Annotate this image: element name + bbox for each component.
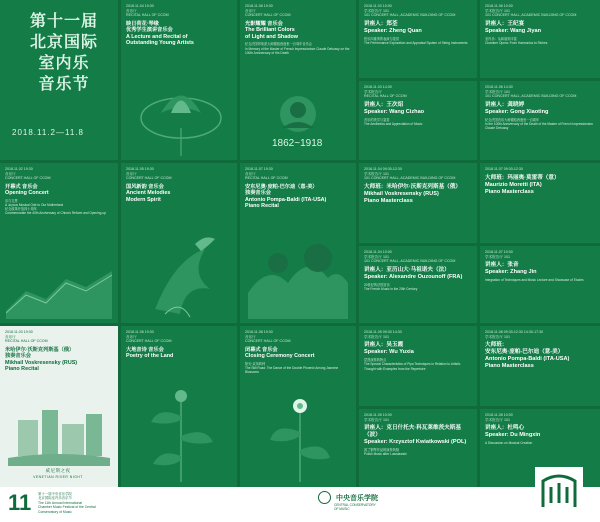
event-title-en: Mikhail Voskresensky (RUS) Piano Recital [5,359,78,373]
speaker-name: 讲座人：吴玉霞 Speaker: Wu Yuxia [364,342,414,356]
speaker-name: 讲座人：克日什托夫·科瓦莱维茨夫斯基（波） Speaker: Krzysztof Kwiatkowski (POL) [364,425,467,446]
lecture-card-gong-xiaoting [480,81,600,160]
event-meta: 2018.11.05 10:00 学术报告厅 101 [364,413,392,422]
festival-title-line-2: 北京国际 [29,34,98,51]
masterclass-card-voskresensky [359,163,477,243]
plant-illustration [139,386,223,482]
speaker-name: 讲座人：龚晓婷 Speaker: Gong Xiaoting [485,101,549,115]
masterclass-card-moretti [480,163,600,243]
event-meta: 2018.11.08 19:30 音乐厅 CONCERT HALL OF CCOM [245,4,291,18]
event-meta: 2018.11.03 14:30 学术报告厅 RECITAL HALL OF CCOM [364,85,407,99]
speaker-name: 讲座人：王次炤 Speaker: Wang Cizhao [364,101,425,115]
festival-logo-icon [535,467,583,515]
event-meta: 2018.11.08 10:00 学术报告厅 101 [485,413,513,422]
event-card-light-shadow [240,0,356,160]
event-meta: 2018.11.05 09:30 14:30 学术报告厅 101 [364,330,402,339]
lecture-topic: Integration of Techniques and Music Lecture and Showcase of Etudes [485,278,584,283]
event-meta: 2018.11.02 19:30 音乐厅 CONCERT HALL OF CCOM [5,167,51,181]
event-title-cn: 闭幕式 音乐会 [245,346,278,353]
event-meta: 2018.11.06 10:00 学术报告厅 101 101 CONCERT HALL, ACADEMIC BUILDING OF CCOM [485,4,577,18]
speaker-name: 讲座人：张音 Speaker: Zhang Jin [485,262,537,276]
lecture-topic: 琵琶演奏的特点 The Special Characteristics of Pipa Techniques in Relation to Artistic Thought with Examples from the Repertoire [364,358,461,371]
speaker-name: 讲座人：杜鸣心 Speaker: Du Mingxin [485,425,541,439]
event-title-en: Closing Ceremony Concert [245,353,315,360]
speaker-name: 大师班： 安东尼奥·庞帕-巴尔迪（意-美） Antonio Pompa-Baldi (ITA-USA) Piano Masterclass [485,342,570,370]
event-title-en: A Lecture and Recital of Outstanding Young Artists [126,33,194,47]
event-card-opening-concert [0,163,118,323]
festival-title-line-4: 音乐节 [38,76,90,93]
event-meta: 2018.11.07 19:30 音乐厅 RECITAL HALL OF CCOM [245,167,288,181]
great-wall-illustration [6,251,112,319]
lecture-topic: 弦乐四重奏的表演与鉴赏 The Performance Exploration and Appraisal System of String Instruments [364,36,468,45]
event-card-ancient-melodies [121,163,237,323]
debussy-years: 1862~1918 [272,138,323,149]
event-title-cn: 米哈伊尔·沃斯克列斯基（俄） 独奏音乐会 [5,346,75,360]
festival-title-line-1: 第十一届 [29,13,98,30]
festival-footer-text: 第十一届中央音乐学院 北京国际室内乐音乐节 The 11th Annual International Chamber Music Festival of the Central Conservatory of Music [38,492,96,514]
lotus-illustration [131,68,231,156]
event-meta: 2018.11.07 10:00 学术报告厅 101 [485,250,513,259]
lecture-card-wu-yuxia [359,326,477,406]
lecture-topic: 音乐的美学与鉴赏 The Aesthetics and Appreciation of Music [364,117,423,126]
event-meta: 2018.11.08 09:30-12:30 14:30-17:30 学术报告厅 101 [485,330,544,339]
festival-edition-number: 11 [8,490,32,515]
speaker-name: 讲座人：王纪宴 Speaker: Wang Jiyan [485,20,542,34]
event-card-pompa-baldi-recital [240,163,356,323]
speaker-name: 大师班：玛丽奥·莫雷蒂（意） Maurizio Moretti (ITA) Piano Masterclass [485,174,560,195]
debussy-portrait [268,94,328,134]
speaker-name: 讲座人：郑荃 Speaker: Zheng Quan [364,20,422,34]
event-title-en: The Brilliant Colors of Light and Shadow [245,27,299,40]
event-meta: 2018.11.03 10:00 学术报告厅 101 101 CONCERT HALL, ACADEMIC BUILDING OF CCOM [364,4,456,18]
ccom-name-en: CENTRAL CONSERVATORY OF MUSIC [334,503,376,511]
event-card-voskresensky-recital [0,326,118,487]
event-meta: 2018.11.04 09:30-12:30 学术报告厅 101 101 CONCERT HALL, ACADEMIC BUILDING OF CCOM [364,167,456,181]
event-title-cn: 映日荷花·琴缘 优秀学生演讲音乐会 [126,20,173,34]
masterclass-card-pompa-baldi [480,326,600,406]
venice-caption-cn: 威尼斯之夜 [45,468,71,473]
event-title-en: Opening Concert [5,190,49,197]
lecture-card-zheng-quan [359,0,477,78]
event-subtitle: 乐与礼赞 A Joyous Musical Ode to Our Motherland 纪念改革开放四十周年 Commemorate the 40th Anniversary of China's Reform and Opening-up [5,198,107,216]
lecture-topic: 20世纪的法国音乐 The French Music in the 20th Century [364,282,418,291]
speaker-name: 大师班：米哈伊尔·沃斯克列斯基（俄） Mikhail Voskresensky (RUS) Piano Masterclass [364,183,461,204]
venice-illustration [8,400,110,466]
event-card-poetry-land [121,326,237,487]
jasmine-illustration [260,392,340,482]
landscape-illustration [248,233,348,319]
ccom-emblem-icon [318,491,331,504]
event-title-cn: 大地音诗 音乐会 [126,346,164,353]
event-meta: 2018.11.04 19:30 音乐厅 RECITAL HALL OF CCOM [126,4,169,18]
event-meta: 2018.11.08 19:30 音乐厅 CONCERT HALL OF CCOM [245,330,291,344]
event-meta: 2018.11.05 19:30 音乐厅 CONCERT HALL OF CCOM [126,167,172,181]
lecture-card-ouzounoff [359,246,477,323]
event-meta: 2018.11.07 09:30-12:30 [485,167,523,171]
lecture-topic: 纪念法国音乐大师德彪西逝世一百周年 In the 100th Anniversary of the Death of the Master of French Impressionism Claude Debussy [485,117,593,131]
event-title-cn: 开幕式 音乐会 [5,183,38,190]
venice-caption-en: VENETIAN RIVER NIGHT [33,475,83,479]
lecture-topic: A Discussion on Musical Creation [485,441,533,446]
event-title-en: Poetry of the Land [126,353,174,360]
festival-title-block [0,0,118,160]
event-subtitle: 纪念法国印象派大师德彪西逝世一百周年音乐会 In Memory of the Master of French Impressionism Claude Debussy on the 100th Anniversary of His Death [245,42,350,55]
event-title-cn: 国风新韵 音乐会 [126,183,164,190]
event-subtitle: 阳光·双凤鸣钟 The Still Road: The Dance of the Double Phoenix Among Jasmine Blossoms [245,361,339,375]
event-meta: 2018.11.04 10:00 学术报告厅 101 101 CONCERT HALL, ACADEMIC BUILDING OF CCOM [364,250,456,264]
lecture-card-wang-cizhao [359,81,477,160]
footer [0,487,600,522]
ccom-name-cn: 中央音乐学院 [336,495,378,502]
lecture-card-kwiatkowski [359,409,477,487]
event-title-cn: 安东尼奥·庞帕-巴尔迪（意-美） 独奏音乐会 [245,183,318,197]
phoenix-illustration [135,229,225,319]
event-title-en: Ancient Melodies Modern Spirit [126,190,171,203]
event-card-closing-concert [240,326,356,487]
event-title-cn: 光影耀耀 音乐会 [245,20,283,27]
speaker-name: 讲座人：亚历山大·马祖诺夫（法） Speaker: Alexandre Ouzounoff (FRA) [364,266,463,280]
festival-title-line-3: 室内乐 [38,55,90,72]
lecture-card-wang-jiyan [480,0,600,78]
event-meta: 2018.11.03 19:30 音乐厅 RECITAL HALL OF CCOM [5,330,48,344]
lecture-card-zhang-jin [480,246,600,323]
event-card-lecture-recital [121,0,237,160]
lecture-topic: 波兰钢琴作品的演奏风格 Polish Music after Lutoslawski [364,448,407,457]
event-meta: 2018.11.06 14:30 学术报告厅 101 101 CONCERT HALL, ACADEMIC BUILDING OF CCOM [485,85,577,99]
lecture-topic: 室内乐：从和谐到丰富 Chamber Opera: From Harmonics to Riches [485,36,548,45]
event-meta: 2018.11.06 19:30 音乐厅 CONCERT HALL OF CCOM [126,330,172,344]
festival-dates: 2018.11.2—11.8 [12,128,84,137]
event-title-en: Antonio Pompa-Baldi (ITA-USA) Piano Recital [245,196,327,210]
